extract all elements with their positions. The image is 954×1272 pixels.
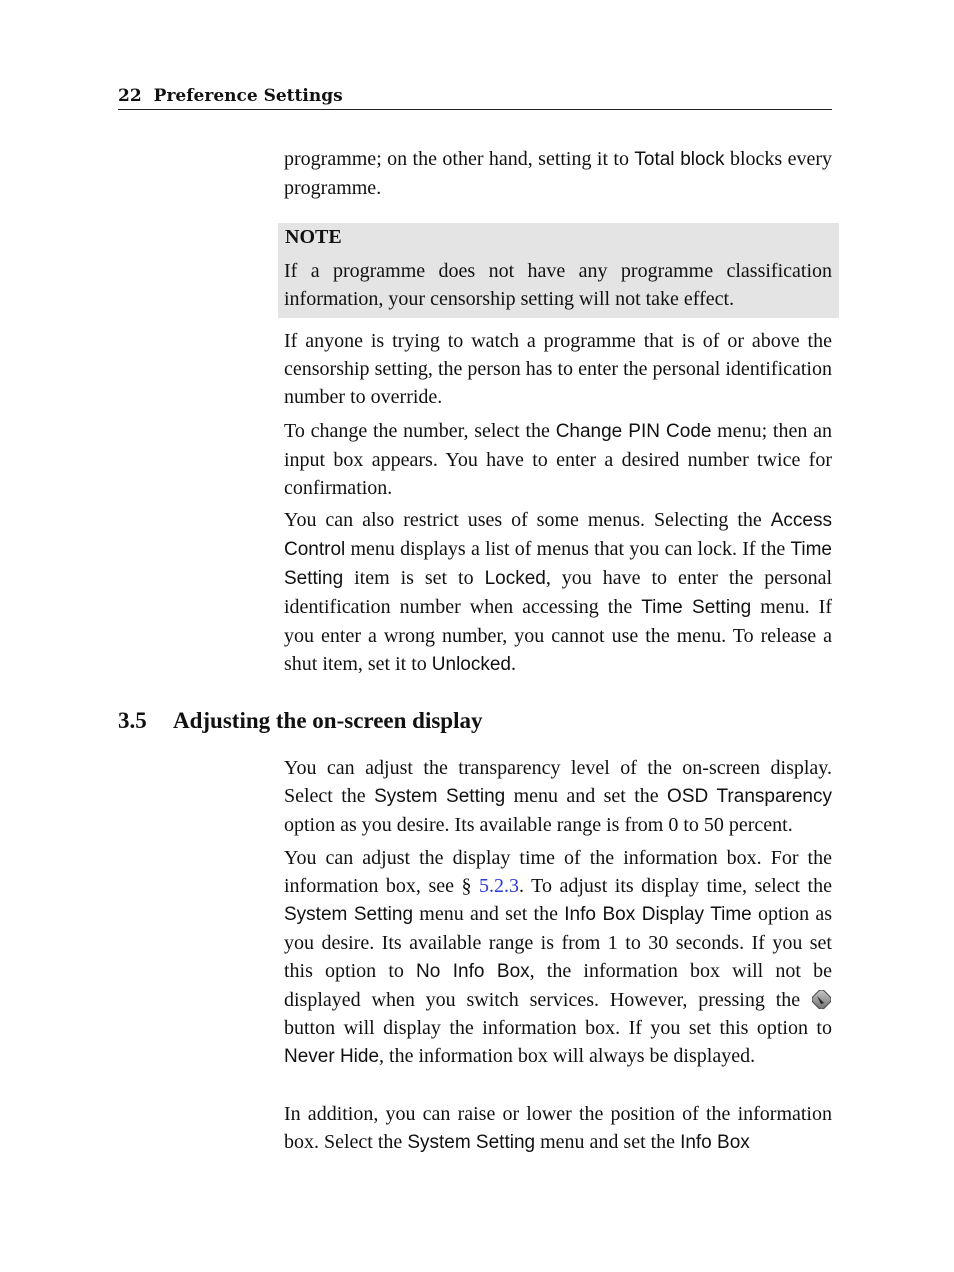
remote-info-button-icon <box>812 989 831 1008</box>
paragraph-total-block <box>284 145 832 202</box>
text: programme; on the other hand, setting it to <box>284 148 635 170</box>
text: , the information box will always be displayed. <box>379 1045 756 1067</box>
text: You can adjust the transparency level of the on-screen display. Select the <box>284 757 832 807</box>
text: menu displays a list of menus that you can lock. If the <box>345 538 791 560</box>
text: To change the number, select the <box>284 420 556 442</box>
text: menu and set the <box>535 1131 681 1153</box>
note-text: If a programme does not have any programme classification information, your censorship setting will not take effect. <box>284 260 832 310</box>
text: blocks every programme. <box>284 148 832 199</box>
running-head-title: Preference Settings <box>153 86 343 106</box>
menu-term: System Setting <box>284 904 414 925</box>
menu-term: Access Control <box>284 510 832 560</box>
text: menu. If you enter a wrong number, you cannot use the menu. To release a shut item, set it to <box>284 596 832 675</box>
menu-term: Unlocked <box>431 654 511 675</box>
page-number: 22 <box>118 86 142 106</box>
section-heading <box>118 705 482 737</box>
menu-term: System Setting <box>374 786 506 807</box>
menu-term: Locked <box>484 568 546 589</box>
text: menu and set the <box>413 903 565 925</box>
text: menu; then an input box appears. You have to enter a desired number twice for confirmation. <box>284 420 832 499</box>
paragraph-override <box>284 327 832 411</box>
menu-term: System Setting <box>407 1132 536 1153</box>
note-box <box>278 223 839 318</box>
text: . To adjust its display time, select the <box>519 875 832 897</box>
menu-term: Time Setting <box>641 597 752 618</box>
menu-term: Change PIN Code <box>555 421 712 442</box>
text: , the information box will not be displayed when you switch services. However, pressing the <box>284 960 832 1011</box>
text: option as you desire. Its available range is from 1 to 30 seconds. If you set this option to <box>284 903 832 982</box>
menu-term: Never Hide <box>284 1046 380 1067</box>
paragraph-text: If anyone is trying to watch a programme that is of or above the censorship setting, the person has to enter the personal identification number to override. <box>284 330 832 408</box>
paragraph-access-control <box>284 506 832 679</box>
menu-term: Total block <box>634 149 725 170</box>
paragraph-display-time <box>284 844 832 1071</box>
text: option as you desire. Its available range is from 0 to 50 percent. <box>284 814 793 836</box>
paragraph-change-pin <box>284 417 832 502</box>
section-title: Adjusting the on-screen display <box>173 708 483 733</box>
paragraph-info-box-position <box>284 1100 832 1157</box>
text: item is set to <box>343 567 485 589</box>
text: button will display the information box. If you set this option to <box>284 1017 832 1039</box>
text: You can adjust the display time of the information box. For the information box, see § <box>284 847 832 897</box>
text: menu and set the <box>505 785 668 807</box>
section-number: 3.5 <box>118 708 147 733</box>
menu-term: Info Box <box>680 1132 750 1153</box>
running-head <box>118 86 832 110</box>
text: . <box>511 653 516 675</box>
text: , you have to enter the personal identification number when accessing the <box>284 567 832 618</box>
section-reference-link[interactable]: 5.2.3 <box>479 875 520 897</box>
menu-term: OSD Transparency <box>667 786 832 807</box>
paragraph-osd-transparency <box>284 754 832 839</box>
text: In addition, you can raise or lower the position of the information box. Select the <box>284 1103 832 1153</box>
text: You can also restrict uses of some menus. Selecting the <box>284 509 771 531</box>
note-title: NOTE <box>285 226 342 248</box>
menu-term: Info Box Display Time <box>564 904 752 925</box>
menu-term: Time Setting <box>284 539 832 589</box>
menu-term: No Info Box <box>416 961 530 982</box>
